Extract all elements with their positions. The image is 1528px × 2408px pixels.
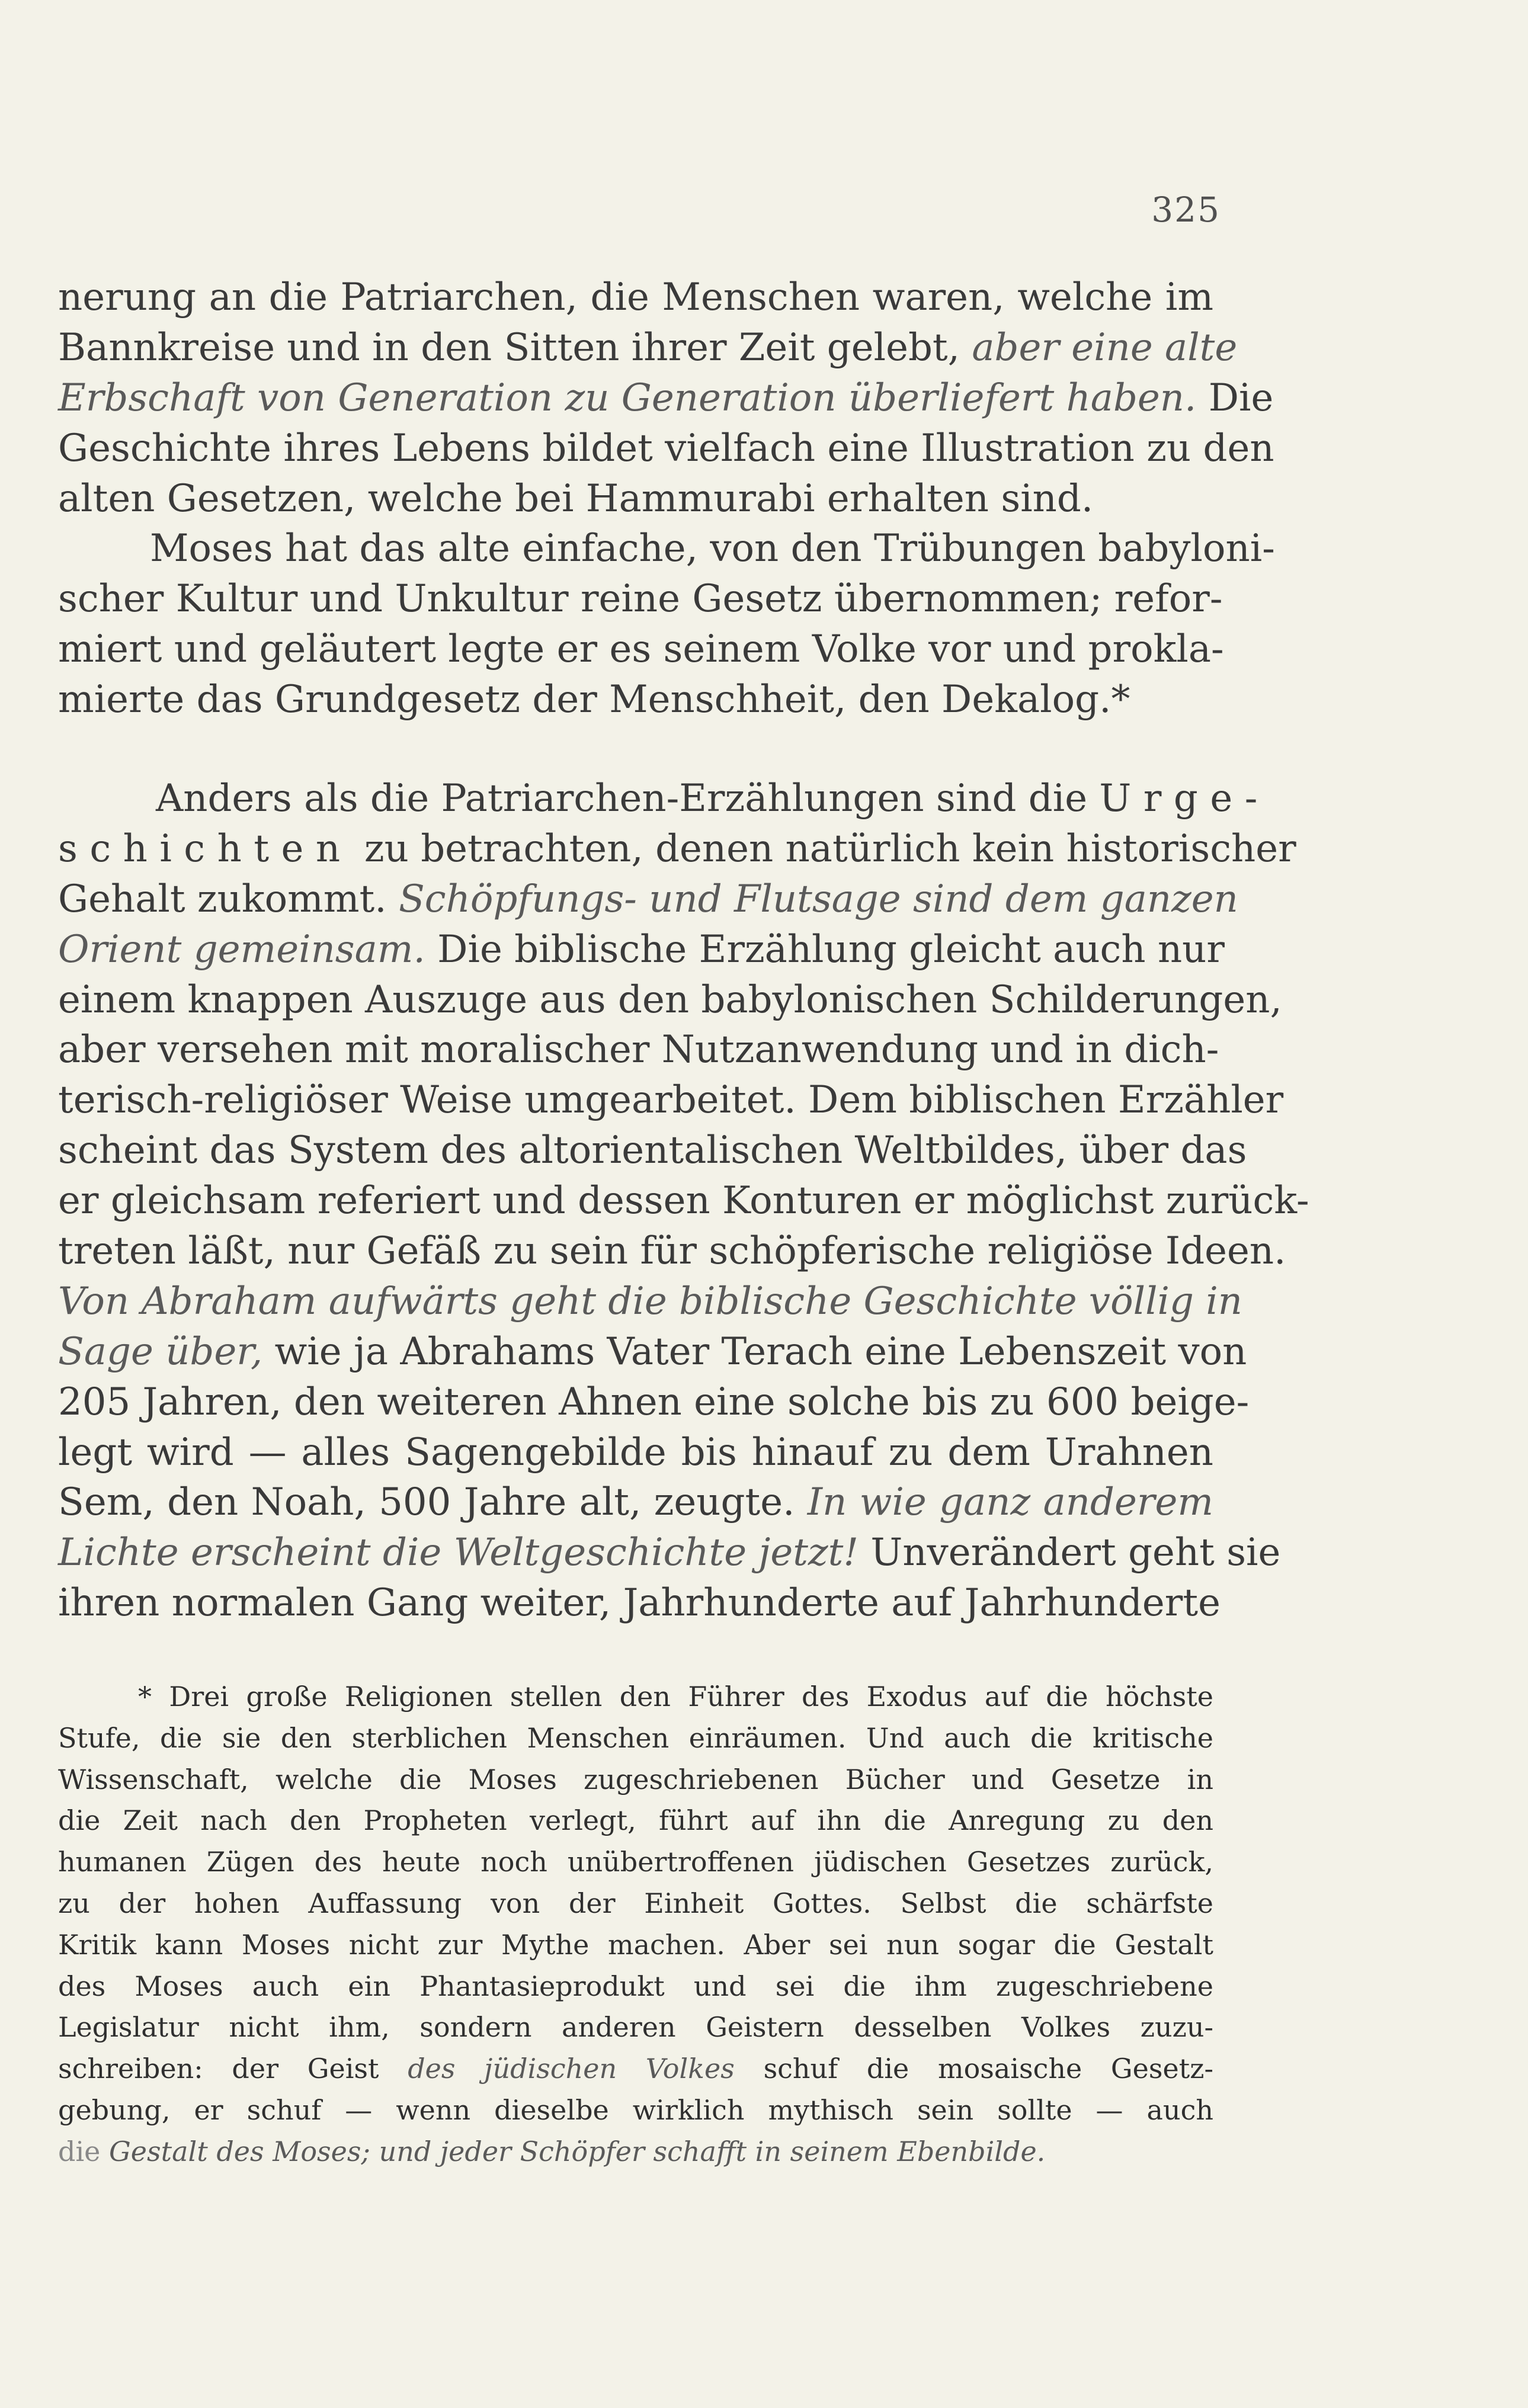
footnote-line: Kritik kann Moses nicht zur Mythe machen. Aber sei nun sogar die Gestalt <box>58 1928 1213 1961</box>
footnote-line: Legislatur nicht ihm, sondern anderen Geistern desselben Volkes zuzu- <box>58 2011 1213 2044</box>
footnote-line: * Drei große Religionen stellen den Führer des Exodus auf die höchste <box>138 1681 1213 1713</box>
footnote-line: humanen Zügen des heute noch unübertroffenen jüdischen Gesetzes zurück, <box>58 1846 1213 1878</box>
footnote-line: die Gestalt des Moses; und jeder Schöpfer schafft in seinem Ebenbilde. <box>58 2135 1046 2167</box>
text-line: er gleichsam referiert und dessen Konturen er möglichst zurück- <box>58 1179 1309 1223</box>
body-text <box>58 272 1309 1628</box>
text-line: Sage über, wie ja Abrahams Vater Terach eine Lebenszeit von <box>58 1329 1247 1374</box>
text-line: mierte das Grundgesetz der Menschheit, den Dekalog.* <box>58 678 1130 722</box>
footnote-line: schreiben: der Geist des jüdischen Volkes schuf die mosaische Gesetz- <box>58 2053 1213 2085</box>
text-line: nerung an die Patriarchen, die Menschen waren, welche im <box>58 275 1213 319</box>
text-line: Erbschaft von Generation zu Generation überliefert haben. Die <box>58 376 1274 420</box>
text-line: Bannkreise und in den Sitten ihrer Zeit gelebt, aber eine alte <box>58 325 1238 370</box>
text-line: 205 Jahren, den weiteren Ahnen eine solche bis zu 600 beige- <box>58 1380 1250 1424</box>
footnote <box>58 1676 1213 2173</box>
text-line: alten Gesetzen, welche bei Hammurabi erhalten sind. <box>58 476 1094 521</box>
text-line: einem knappen Auszuge aus den babylonischen Schilderungen, <box>58 977 1282 1022</box>
text-line: Moses hat das alte einfache, von den Trübungen babyloni- <box>150 527 1275 571</box>
text-line: Anders als die Patriarchen-Erzählungen sind die Urge- <box>156 777 1270 821</box>
text-line: legt wird — alles Sagengebilde bis hinauf zu dem Urahnen <box>58 1430 1213 1474</box>
text-line: scheint das System des altorientalischen Weltbildes, über das <box>58 1128 1247 1173</box>
text-line: Lichte erscheint die Weltgeschichte jetzt! Unverändert geht sie <box>58 1531 1281 1575</box>
footnote-line: Stufe, die sie den sterblichen Menschen einräumen. Und auch die kritische <box>58 1721 1213 1754</box>
text-line: miert und geläutert legte er es seinem Volke vor und prokla- <box>58 627 1224 672</box>
footnote-line: die Zeit nach den Propheten verlegt, führt auf ihn die Anregung zu den <box>58 1804 1213 1837</box>
text-line: Sem, den Noah, 500 Jahre alt, zeugte. In wie ganz anderem <box>58 1480 1214 1525</box>
text-line: terisch-religiöser Weise umgearbeitet. Dem biblischen Erzähler <box>58 1078 1284 1123</box>
text-line: aber versehen mit moralischer Nutzanwendung und in dich- <box>58 1028 1219 1072</box>
text-line: ihren normalen Gang weiter, Jahrhunderte auf Jahrhunderte <box>58 1581 1221 1625</box>
text-line: Von Abraham aufwärts geht die biblische Geschichte völlig in <box>58 1279 1242 1323</box>
footnote-line: zu der hohen Auffassung von der Einheit Gottes. Selbst die schärfste <box>58 1887 1213 1919</box>
text-line: schichten zu betrachten, denen natürlich kein historischer <box>58 826 1296 871</box>
footnote-line: des Moses auch ein Phantasieprodukt und sei die ihm zugeschriebene <box>58 1970 1213 2002</box>
text-line: Gehalt zukommt. Schöpfungs- und Flutsage sind dem ganzen <box>58 877 1238 921</box>
text-line: Orient gemeinsam. Die biblische Erzählung gleicht auch nur <box>58 927 1225 971</box>
footnote-line: gebung, er schuf — wenn dieselbe wirklich mythisch sein sollte — auch <box>58 2093 1213 2126</box>
text-line: Geschichte ihres Lebens bildet vielfach eine Illustration zu den <box>58 426 1274 470</box>
page-number: 325 <box>1151 190 1221 230</box>
footnote-line: Wissenschaft, welche die Moses zugeschriebenen Bücher und Gesetze in <box>58 1763 1213 1795</box>
text-line: treten läßt, nur Gefäß zu sein für schöpferische religiöse Ideen. <box>58 1229 1286 1274</box>
text-line: scher Kultur und Unkultur reine Gesetz übernommen; refor- <box>58 577 1223 621</box>
